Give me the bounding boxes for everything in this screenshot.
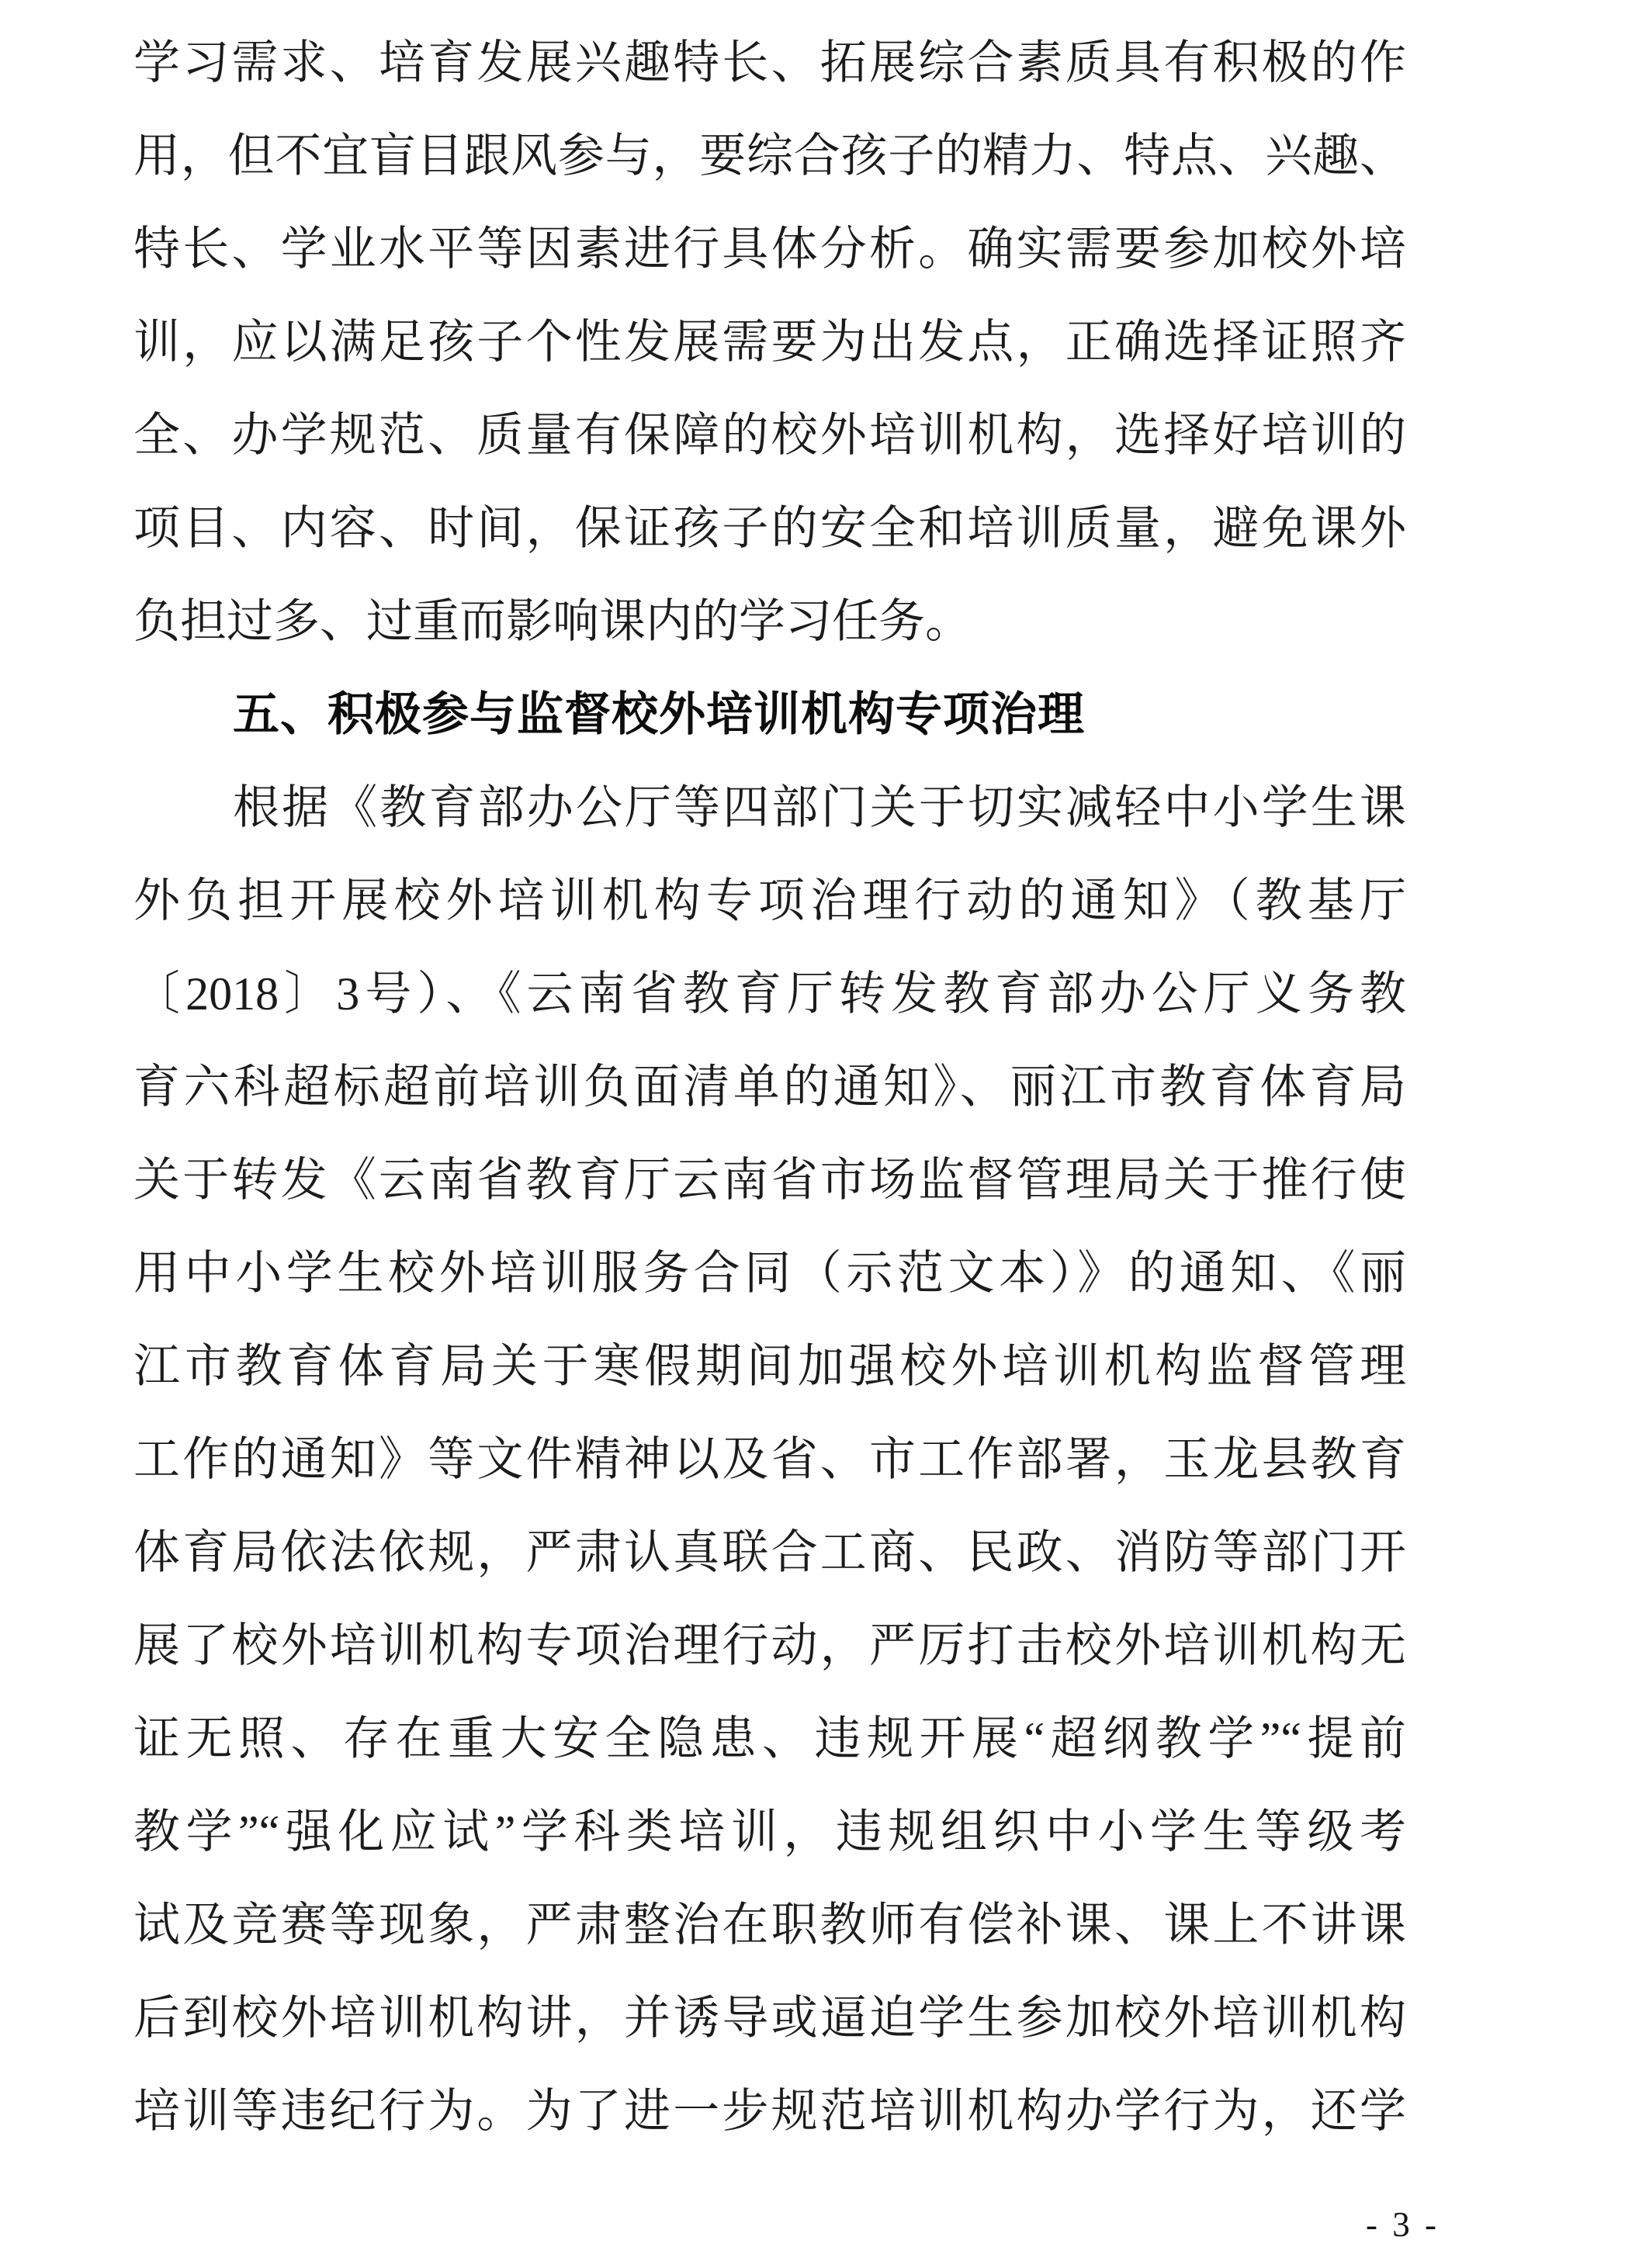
- text-line-16: 工作的通知》等文件精神以及省、市工作部署，玉龙县教育: [133, 1434, 1406, 1485]
- text-line-10: 外负担开展校外培训机构专项治理行动的通知》（教基厅: [133, 875, 1406, 926]
- text-line-15: 江市教育体育局关于寒假期间加强校外培训机构监督管理: [133, 1341, 1406, 1392]
- text-line-21: 试及竞赛等现象，严肃整治在职教师有偿补课、课上不讲课: [133, 1899, 1406, 1951]
- text-line-19: 证无照、存在重大安全隐患、违规开展“超纲教学”“提前: [133, 1713, 1406, 1764]
- text-line-11: 〔2018〕3号）、《云南省教育厅转发教育部办公厅义务教: [133, 968, 1406, 1020]
- document-body: [133, 16, 1406, 2158]
- text-line-6: 项目、内容、时间，保证孩子的安全和培训质量，避免课外: [133, 503, 1406, 554]
- text-line-12: 育六科超标超前培训负面清单的通知》、丽江市教育体育局: [133, 1061, 1406, 1113]
- text-line-2: 用，但不宜盲目跟风参与，要综合孩子的精力、特点、兴趣、: [133, 130, 1406, 182]
- page-number: - 3 -: [1366, 2205, 1440, 2244]
- text-line-5: 全、办学规范、质量有保障的校外培训机构，选择好培训的: [133, 410, 1406, 461]
- text-line-18: 展了校外培训机构专项治理行动，严厉打击校外培训机构无: [133, 1620, 1406, 1671]
- text-line-14: 用中小学生校外培训服务合同（示范文本）》的通知、《丽: [133, 1248, 1406, 1299]
- text-line-1: 学习需求、培育发展兴趣特长、拓展综合素质具有积极的作: [133, 37, 1406, 88]
- text-line-13: 关于转发《云南省教育厅云南省市场监督管理局关于推行使: [133, 1155, 1406, 1206]
- section-heading: 五、积极参与监督校外培训机构专项治理: [233, 688, 1085, 740]
- text-line-23: 培训等违纪行为。为了进一步规范培训机构办学行为，还学: [133, 2086, 1406, 2137]
- text-line-4: 训，应以满足孩子个性发展需要为出发点，正确选择证照齐: [133, 317, 1406, 368]
- text-line-9-paragraph-start: 根据《教育部办公厅等四部门关于切实减轻中小学生课: [233, 782, 1406, 833]
- text-line-3: 特长、学业水平等因素进行具体分析。确实需要参加校外培: [133, 223, 1406, 275]
- text-line-7-paragraph-end: 负担过多、过重而影响课内的学习任务。: [133, 596, 972, 647]
- text-line-20: 教学”“强化应试”学科类培训，违规组织中小学生等级考: [133, 1806, 1406, 1858]
- text-line-17: 体育局依法依规，严肃认真联合工商、民政、消防等部门开: [133, 1527, 1406, 1578]
- text-line-22: 后到校外培训机构讲，并诱导或逼迫学生参加校外培训机构: [133, 1993, 1406, 2044]
